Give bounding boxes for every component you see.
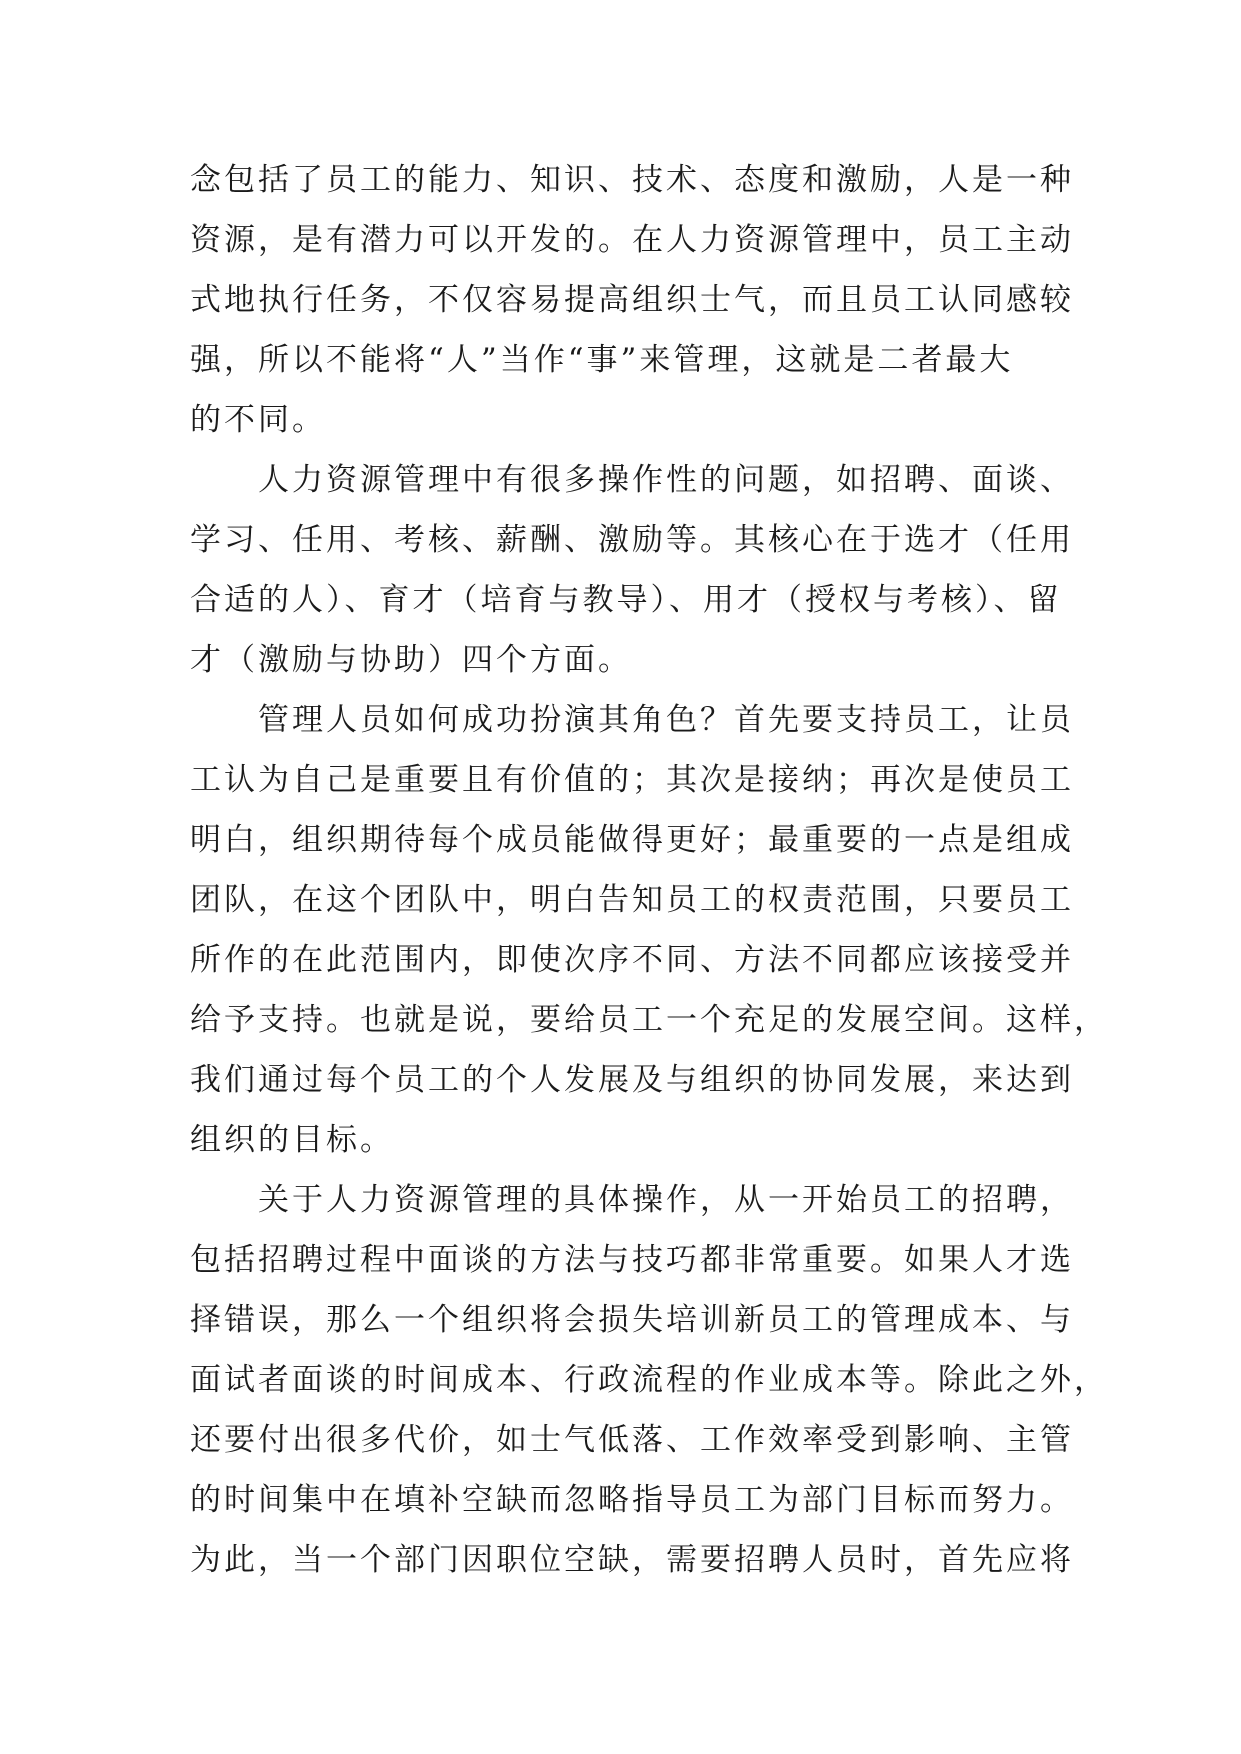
text-line: 式地执行任务，不仅容易提高组织士气，而且员工认同感较	[190, 282, 1074, 318]
text-line: 为此，当一个部门因职位空缺，需要招聘人员时，首先应将	[190, 1542, 1074, 1578]
text-line: 我们通过每个员工的个人发展及与组织的协同发展，来达到	[190, 1062, 1074, 1098]
text-line: 才（激励与协助）四个方面。	[190, 642, 632, 678]
paragraph-start-line: 管理人员如何成功扮演其角色？首先要支持员工，让员	[258, 702, 1074, 738]
text-line: 择错误，那么一个组织将会损失培训新员工的管理成本、与	[190, 1302, 1074, 1338]
text-line: 明白，组织期待每个成员能做得更好；最重要的一点是组成	[190, 822, 1074, 858]
text-line: 面试者面谈的时间成本、行政流程的作业成本等。除此之外，	[190, 1362, 1108, 1398]
text-line: 的时间集中在填补空缺而忽略指导员工为部门目标而努力。	[190, 1482, 1074, 1518]
text-line: 还要付出很多代价，如士气低落、工作效率受到影响、主管	[190, 1422, 1074, 1458]
body-text	[190, 150, 1108, 1590]
text-line: 强，所以不能将“人”当作“事”来管理，这就是二者最大	[190, 342, 1014, 378]
paragraph-start-line: 关于人力资源管理的具体操作，从一开始员工的招聘，	[258, 1182, 1074, 1218]
paragraph-start-line: 人力资源管理中有很多操作性的问题，如招聘、面谈、	[258, 462, 1074, 498]
text-line: 工认为自己是重要且有价值的；其次是接纳；再次是使员工	[190, 762, 1074, 798]
text-line: 给予支持。也就是说，要给员工一个充足的发展空间。这样，	[190, 1002, 1108, 1038]
text-line: 资源，是有潜力可以开发的。在人力资源管理中，员工主动	[190, 222, 1074, 258]
text-line: 包括招聘过程中面谈的方法与技巧都非常重要。如果人才选	[190, 1242, 1074, 1278]
text-line: 组织的目标。	[190, 1122, 394, 1158]
text-line: 学习、任用、考核、薪酬、激励等。其核心在于选才（任用	[190, 522, 1074, 558]
text-line: 团队，在这个团队中，明白告知员工的权责范围，只要员工	[190, 882, 1074, 918]
text-line: 念包括了员工的能力、知识、技术、态度和激励，人是一种	[190, 162, 1074, 198]
text-line: 合适的人）、育才（培育与教导）、用才（授权与考核）、留	[190, 582, 1062, 618]
text-line: 的不同。	[190, 402, 326, 438]
text-line: 所作的在此范围内，即使次序不同、方法不同都应该接受并	[190, 942, 1074, 978]
